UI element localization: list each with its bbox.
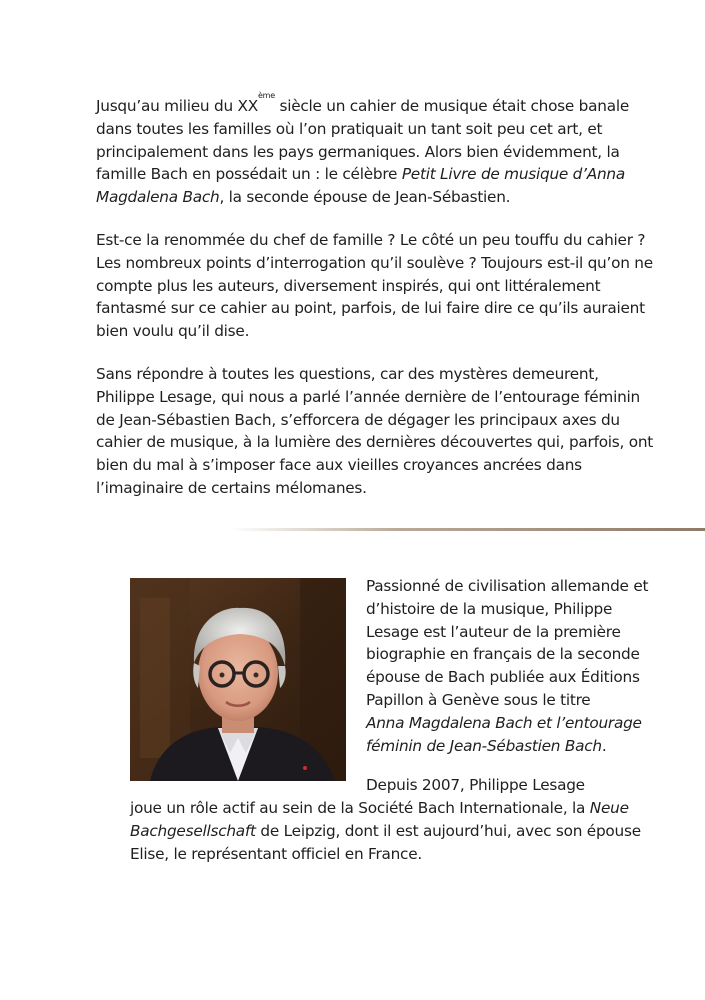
intro-paragraph-2: Est-ce la renommée du chef de famille ? Le côté un peu touffu du cahier ? Les nombreux points d’interrogation qu’il soulève ? Toujours est-il qu’on ne compte plus les auteurs, diversement inspirés, qui ont littéralement fantasmé sur ce cahier au point, parfois, de lui faire dire ce qu’ils auraient bien voulu qu’il dise. xyxy=(96,231,653,341)
bio-p2-text-end: de Leipzig, dont il est aujourd’hui, avec son épouse Elise, le représentant officiel en France. xyxy=(130,821,641,863)
bio-paragraph-2-first-line: Depuis 2007, Philippe Lesage xyxy=(366,776,585,794)
intro-paragraph-1 xyxy=(96,91,656,209)
book-title-italic: Petit Livre de musique d’Anna Magdalena Bach xyxy=(96,165,625,207)
century-superscript: ème xyxy=(257,91,275,100)
bio-paragraph-1 xyxy=(366,575,666,757)
bio-p1-text: Passionné de civilisation allemande et d’histoire de la musique, Philippe Lesage est l’auteur de la première biographie en français de la seconde épouse de Bach publiée aux Éditions Papillon à Genève sous le titre xyxy=(366,577,649,709)
intro-p1-text-middle: siècle un cahier de musique était chose banale dans toutes les familles où l’on pratiquait un tant soit peu cet art, et principalement dans les pays germaniques. Alors bien évidemment, la famille Bach en possédait un : le célèbre xyxy=(96,97,629,184)
section-divider xyxy=(230,528,705,531)
intro-p1-text-end: , la seconde épouse de Jean-Sébastien. xyxy=(219,188,511,207)
society-name-italic: Neue Bachgesellschaft xyxy=(130,799,629,840)
bio-p1-period: . xyxy=(601,736,607,755)
bio-book-title-italic: Anna Magdalena Bach et l’entourage féminin de Jean-Sébastien Bach xyxy=(366,713,642,755)
intro-p1-text-start: Jusqu’au milieu du XX xyxy=(96,97,258,115)
intro-paragraph-3: Sans répondre à toutes les questions, car des mystères demeurent, Philippe Lesage, qui nous a parlé l’année dernière de l’entourage féminin de Jean-Sébastien Bach, s’efforcera de dégager les principaux axes du cahier de musique, à la lumière des dernières découvertes qui, parfois, ont bien du mal à s’imposer face aux vieilles croyances ancrées dans l’imaginaire de certains mélomanes. xyxy=(96,365,654,497)
bio-paragraph-2 xyxy=(130,797,670,865)
bio-p2-text-start: joue un rôle actif au sein de la Société Bach Internationale, la xyxy=(130,799,590,817)
author-portrait-photo xyxy=(130,578,346,781)
